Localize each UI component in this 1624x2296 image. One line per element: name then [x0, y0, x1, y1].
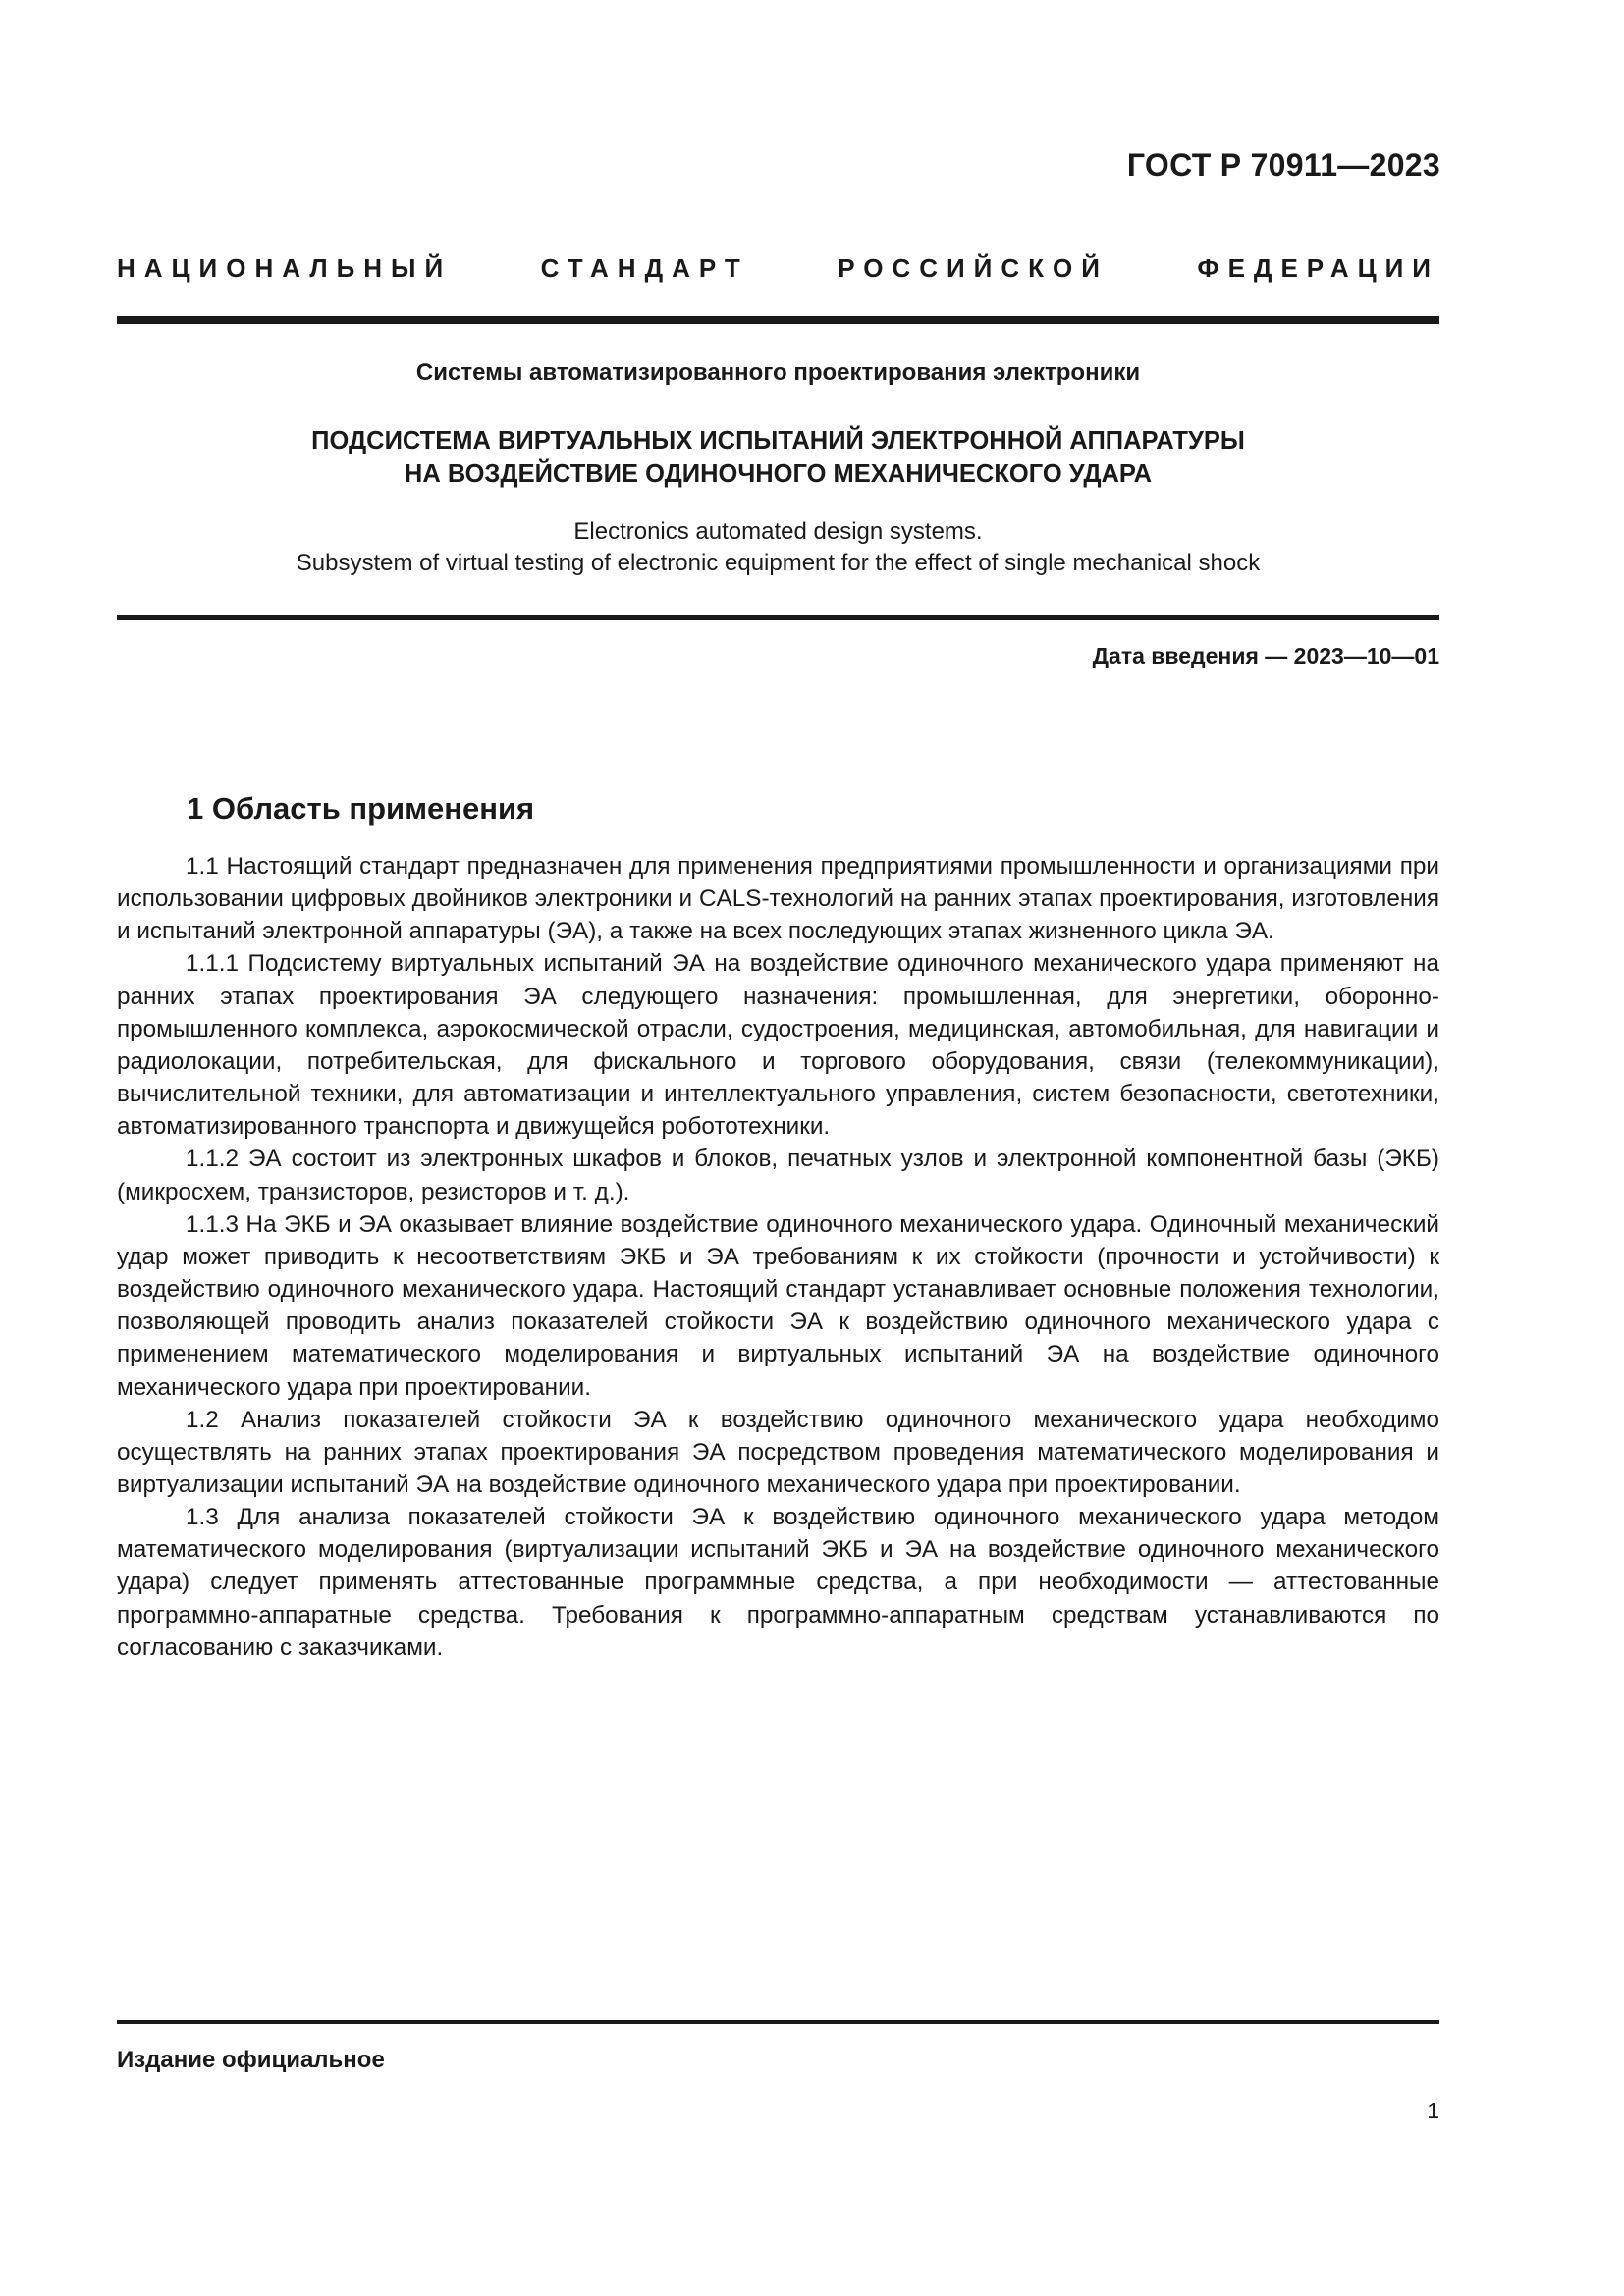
paragraph-1-1-3: 1.1.3 На ЭКБ и ЭА оказывает влияние воздействие одиночного механического удара. Одиночный механический удар может приводить к несоответствиям ЭКБ и ЭА требованиям к их стойкости (прочности и устойчивости) к воздействию одиночного механического удара. Настоящий стандарт устанавливает основные положения технологии, позволяющей проводить анализ показателей стойкости ЭА к воздействию одиночного механического удара с применением математического моделирования и виртуальных испытаний ЭА на воздействие одиночного механического удара при проектировании.: [117, 1210, 1439, 1401]
main-title: [117, 424, 1439, 491]
paragraph-1-3: 1.3 Для анализа показателей стойкости ЭА к воздействию одиночного механического удара методом математического моделирования (виртуализации испытаний ЭКБ и ЭА на воздействие одиночного механического удара) следует применять аттестованные программные средства, а при необходимости — аттестованные программно-аппаратные средства. Требования к программно-аппаратным средствам устанавливаются по согласованию с заказчиками.: [117, 1504, 1439, 1661]
introduction-date: Дата введения — 2023—10—01: [1092, 643, 1439, 668]
paragraph-1-2: 1.2 Анализ показателей стойкости ЭА к воздействию одиночного механического удара необходимо осуществлять на ранних этапах проектирования ЭА посредством проведения математического моделирования и виртуализации испытаний ЭА на воздействие одиночного механического удара при проектировании.: [117, 1406, 1439, 1498]
system-title: Системы автоматизированного проектирования электроники: [415, 359, 1141, 386]
official-edition-label: Издание официальное: [117, 2047, 385, 2073]
section-heading: 1 Область применения: [187, 791, 535, 826]
english-title-line-2: Subsystem of virtual testing of electronic equipment for the effect of single mechanical shock: [296, 550, 1261, 576]
middle-divider: [117, 615, 1439, 620]
english-title: [117, 516, 1439, 579]
bottom-divider: [117, 2020, 1439, 2024]
main-title-line-1: ПОДСИСТЕМА ВИРТУАЛЬНЫХ ИСПЫТАНИЙ ЭЛЕКТРОННОЙ АППАРАТУРЫ: [311, 427, 1245, 454]
paragraph-1-1: 1.1 Настоящий стандарт предназначен для применения предприятиями промышленности и организациями при использовании цифровых двойников электроники и CALS-технологий на ранних этапах проектирования, изготовления и испытаний электронной аппаратуры (ЭА), а также на всех последующих этапах жизненного цикла ЭА.: [117, 853, 1439, 945]
english-title-line-1: Electronics automated design systems.: [573, 518, 983, 545]
paragraph-1-1-1: 1.1.1 Подсистему виртуальных испытаний ЭА на воздействие одиночного механического удара применяют на ранних этапах проектирования ЭА следующего назначения: промышленная, для энергетики, оборонно-промышленного комплекса, аэрокосмической отрасли, судостроения, медицинская, автомобильная, для навигации и радиолокации, потребительская, для фискального и торгового оборудования, связи (телекоммуникации), вычислительной техники, для автоматизации и интеллектуального управления, систем безопасности, светотехники, автоматизированного транспорта и движущейся робототехники.: [117, 950, 1439, 1141]
section-body: [117, 850, 1439, 1664]
main-title-line-2: НА ВОЗДЕЙСТВИЕ ОДИНОЧНОГО МЕХАНИЧЕСКОГО УДАРА: [404, 460, 1153, 488]
national-standard-heading: НАЦИОНАЛЬНЫЙ СТАНДАРТ РОССИЙСКОЙ ФЕДЕРАЦИИ: [117, 253, 1439, 283]
page-number: 1: [1427, 2098, 1439, 2123]
paragraph-1-1-2: 1.1.2 ЭА состоит из электронных шкафов и блоков, печатных узлов и электронной компонентной базы (ЭКБ) (микросхем, транзисторов, резисторов и т. д.).: [117, 1146, 1439, 1205]
gost-number: ГОСТ Р 70911—2023: [1126, 147, 1440, 183]
top-divider: [117, 316, 1439, 324]
